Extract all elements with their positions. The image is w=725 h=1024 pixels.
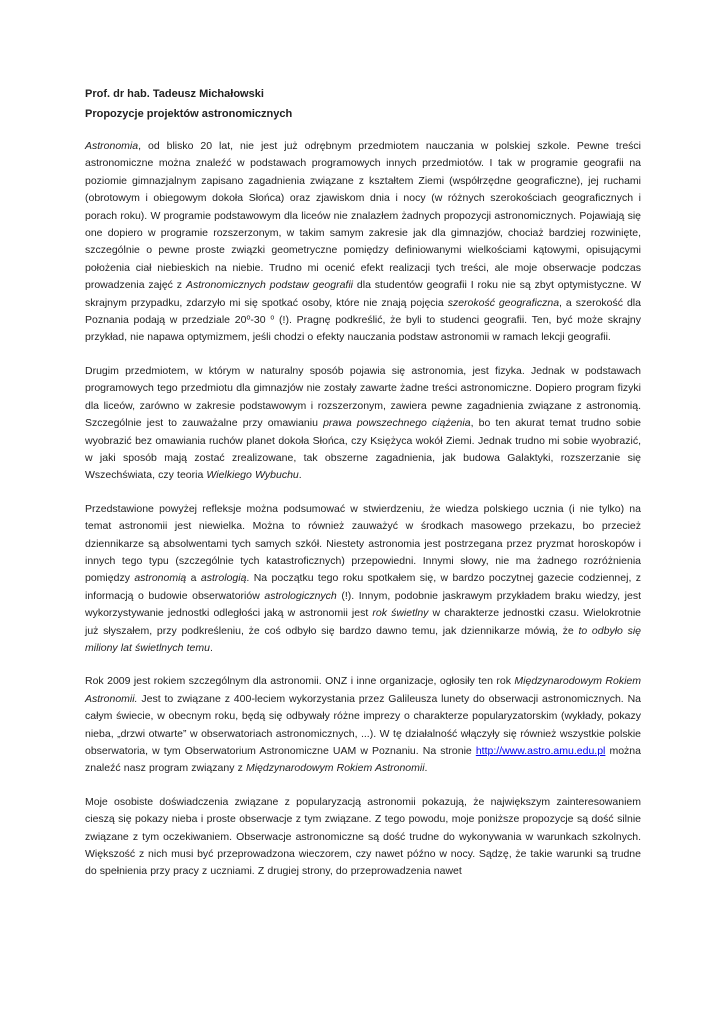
author-line: Prof. dr hab. Tadeusz Michałowski [85, 88, 264, 100]
text-run: (!). Innym, podobnie jaskrawym przykładem braku wiedzy, jest wykorzystywanie jednostki odległości jaką w astronomii jest [85, 589, 641, 620]
text-run: w charakterze jednostki czasu. Wielokrotnie już słyszałem, przy podkreśleniu, że coś odbyło się bardzo dawno temu, jak dziennikarze mówią, że [85, 607, 642, 637]
hyperlink[interactable]: http://www.astro.amu.edu.pl [475, 745, 606, 757]
text-run: , bo ten akurat temat trudno sobie wyobrazić bez omawiania ruchów planet dokoła Słońca, czy Księżyca wokół Ziemi. Jednak trudno mi sobie wyobrazić, w jaki sposób mają zostać zrealizowane, tak obszerne zagadnienia, jak budowa Galaktyki, rozszerzanie się Wszechświata, czy teoria [85, 417, 641, 482]
italic-text-run: to odbyło się miliony lat świetlnych temu [85, 624, 642, 654]
paragraph [85, 363, 641, 485]
italic-text-run: astrologią [200, 572, 247, 585]
italic-text-run: prawa powszechnego ciążenia [323, 417, 471, 430]
text-run: -30 [250, 314, 271, 327]
italic-text-run: Astronomicznych podstaw geografii [185, 279, 354, 292]
text-run: . [298, 469, 302, 482]
text-run: , a szerokość dla Poznania podają w przedziale 20 [85, 296, 641, 327]
italic-text-run: Międzynarodowym Rokiem Astronomii. [85, 675, 641, 705]
italic-text-run: Międzynarodowym Rokiem Astronomii [245, 762, 425, 775]
document-header [85, 84, 641, 124]
text-run: można znaleźć nasz program związany z [85, 745, 641, 775]
text-run: . [209, 641, 213, 654]
text-run: Przedstawione powyżej refleksje można podsumować w stwierdzeniu, że wiedza polskiego ucznia (i nie tylko) na temat astronomii jest niewielka. Można to również zauważyć w środkach masowego przekazu, bo przecież dziennikarze są absolwentami tych samych szkół. Niestety astronomia jest postrzegana przez pryzmat horoskopów i innych tego typu (szczególnie tych katastroficznych) przepowiedni. Innymi słowy, nie ma żadnego rozróżnienia pomiędzy [85, 502, 641, 585]
text-run: a [186, 572, 201, 585]
text-run: Rok 2009 jest rokiem szczególnym dla astronomii. ONZ i inne organizacje, ogłosiły ten rok [85, 675, 515, 688]
paragraph [85, 794, 641, 881]
text-run: . [424, 762, 428, 775]
text-run: , od blisko 20 lat, nie jest już odrębnym przedmiotem nauczania w polskiej szkole. Pewne treści astronomiczne można znaleźć w podstawach programowych innych przedmiotów. I tak w programie geografii na poziomie gimnazjalnym zapisano zagadnienia związane z kształtem Ziemi (współrzędne geograficzne), jej ruchami (obrotowym i obiegowym dokoła Słońca) oraz zjawiskom dnia i nocy (w różnych szerokościach geograficznych i porach roku). W programie podstawowym dla liceów nie znalazłem żadnych propozycji astronomicznych. Pojawiają się one dopiero w programie rozszerzonym, w takim samym zakresie jak dla gimnazjów, chociaż bardziej rozwinięte, szczególnie o pewne proste związki geometryczne pomiędzy definiowanymi wielkościami kątowymi, opisującymi położenia ciał niebieskich na niebie. Trudno mi ocenić efekt realizacji tych treści, ale moje obserwacje podczas prowadzenia zajęć z [85, 140, 641, 292]
italic-text-run: astrologicznych [264, 589, 337, 602]
text-run: dla studentów geografii I roku nie są zbyt optymistyczne. W skrajnym przypadku, zdarzyło mi się spotkać osoby, które nie znają pojęcia [85, 279, 641, 309]
text-run: (!). Pragnę podkreślić, że byli to studenci geografii. Ten, być może skrajny przykład, nie napawa optymizmem, jeśli chodzi o efekty nauczania podstaw astronomii w ramach lekcji geografii. [85, 314, 641, 344]
paragraph [85, 138, 641, 347]
superscript-degree: o [270, 313, 275, 322]
text-run: Moje osobiste doświadczenia związane z popularyzacją astronomii pokazują, że największym zainteresowaniem cieszą się pokazy nieba i proste obserwacje z tym związane. Z tego powodu, moje poniższe propozycje są dość silnie związane z tym oczekiwaniem. Obserwacje astronomiczne są dość trudne do wykonywania w warunkach szkolnych. Większość z nich musi być przeprowadzona wieczorem, czy nawet późno w nocy. Sądzę, że takie warunki są trudne do spełnienia przy pracy z uczniami. Z drugiej strony, do przeprowadzenia nawet [85, 795, 641, 878]
italic-text-run: szerokość geograficzna [447, 296, 560, 309]
italic-text-run: astronomią [134, 572, 187, 585]
text-run: Jest to związane z 400-leciem wykorzystania przez Galileusza lunety do obserwacji astronomicznych. Na całym świecie, w obecnym roku, będą się odbywały różne imprezy o charakterze popularyzatorskim (wykłady, pokazy nieba, „drzwi otwarte” w obserwatoriach astronomicznych, ...). W tę działalność włączyły się również wszystkie polskie obserwatoria, w tym Obserwatorium Astronomiczne UAM w Poznaniu. Na stronie [85, 692, 641, 757]
document-body [85, 138, 641, 881]
paragraph [85, 673, 641, 777]
superscript-degree: o [246, 313, 251, 322]
paragraph [85, 501, 641, 658]
text-run: . Na początku tego roku spotkałem się, w bardzo poczytnej gazecie codziennej, z informacją o budowie obserwatoriów [85, 572, 641, 602]
text-run: Drugim przedmiotem, w którym w naturalny sposób pojawia się astronomia, jest fizyka. Jednak w podstawach programowych tego przedmiotu dla gimnazjów nie zostały zawarte żadne treści astronomiczne. Dopiero program fizyki dla liceów, zarówno w zakresie podstawowym i rozszerzonym, zawiera pewne zagadnienia związane z astronomią. Szczególnie jest to zauważalne przy omawianiu [85, 364, 641, 430]
italic-text-run: rok świetlny [372, 607, 429, 620]
italic-text-run: Astronomia [85, 140, 139, 152]
italic-text-run: Wielkiego Wybuchu [206, 469, 299, 482]
document-title: Propozycje projektów astronomicznych [85, 108, 293, 120]
